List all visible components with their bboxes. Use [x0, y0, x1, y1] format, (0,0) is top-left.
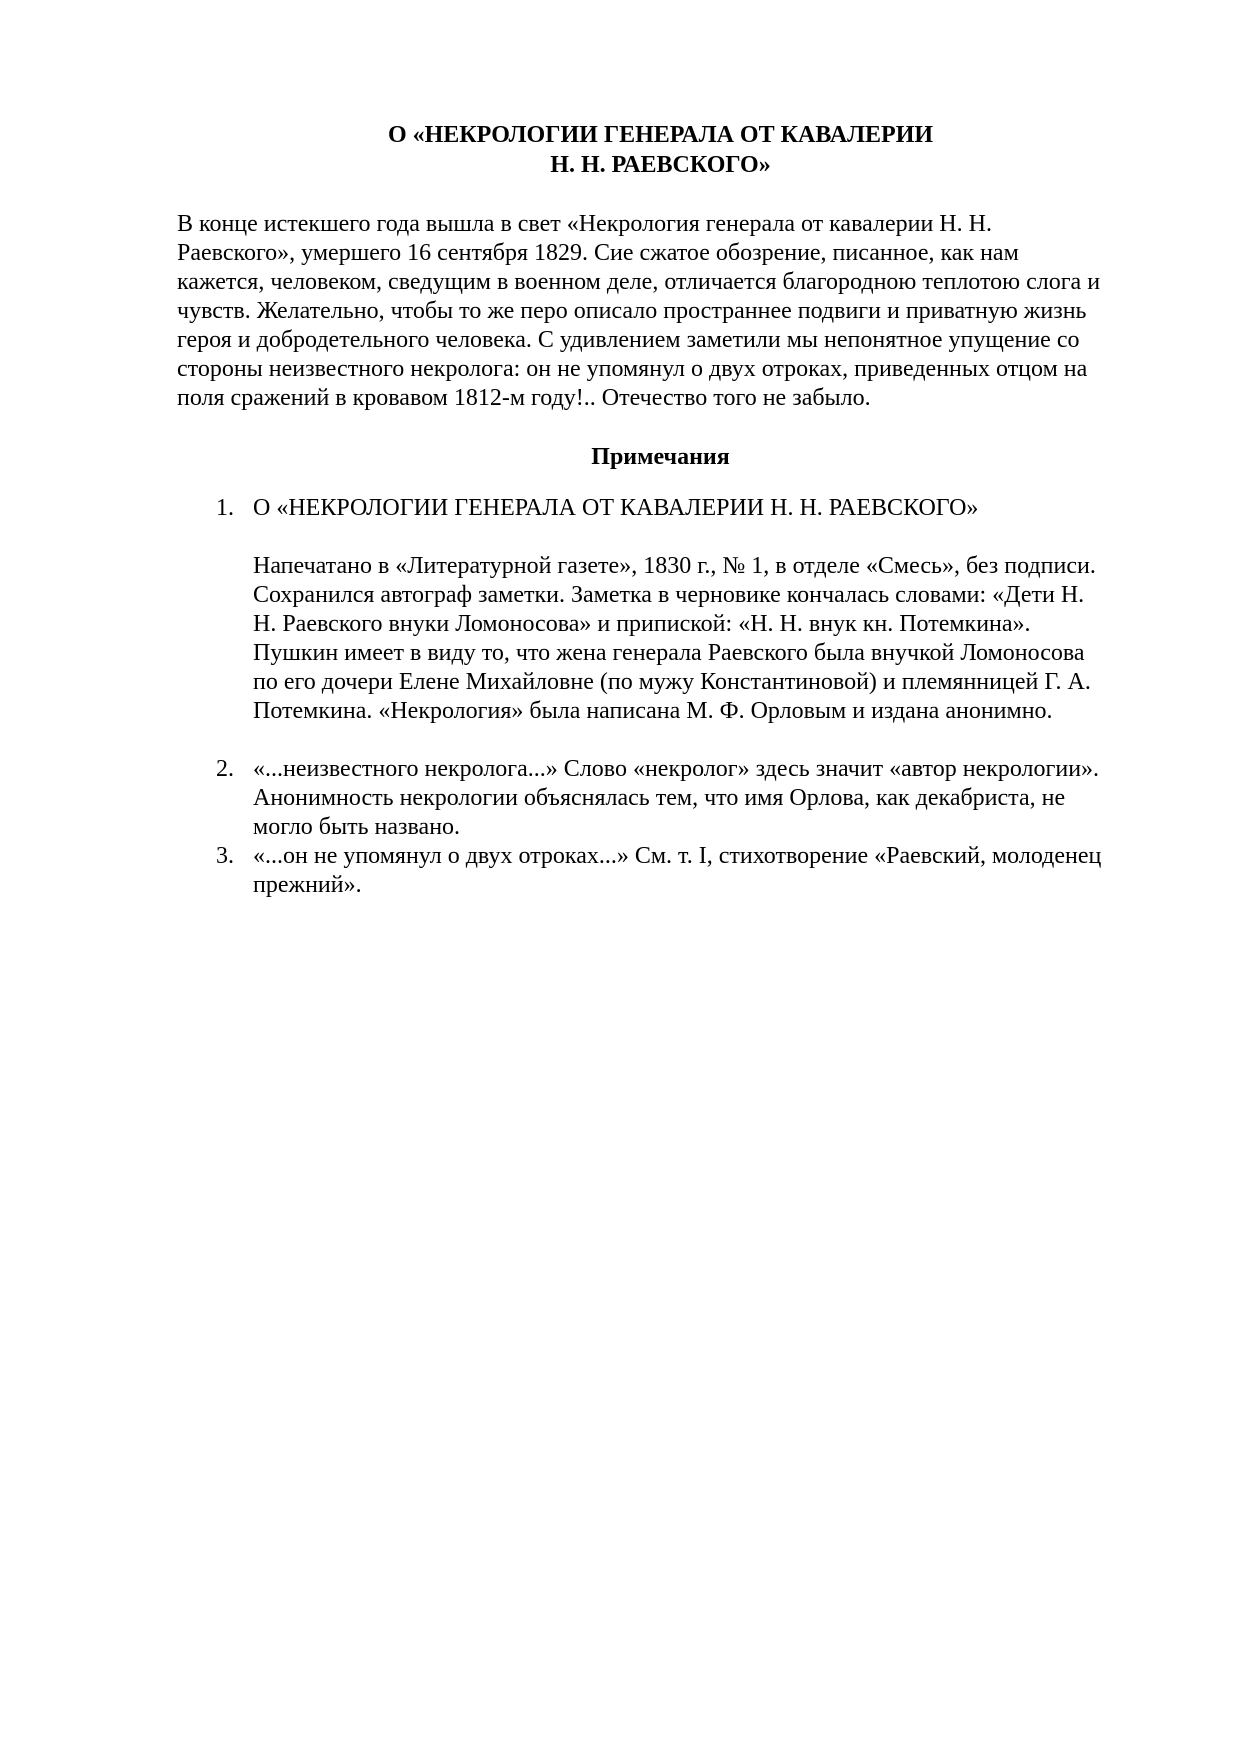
note-number: 3. — [216, 843, 234, 869]
note-spacer — [253, 523, 1173, 552]
body-line: стороны неизвестного некролога: он не упомянул о двух отроках, приведенных отцом на — [177, 356, 1088, 382]
note-number: 2. — [216, 756, 234, 782]
note-content — [253, 755, 1173, 842]
body-line: Раевского», умершего 16 сентября 1829. Сие сжатое обозрение, писанное, как нам — [177, 240, 1019, 266]
note-line: Сохранился автограф заметки. Заметка в черновике кончалась словами: «Дети Н. — [253, 582, 1085, 608]
note-line: по его дочери Елене Михайловне (по мужу Константиновой) и племянницей Г. А. — [253, 669, 1091, 695]
note-content — [253, 494, 1173, 726]
note-line: «...неизвестного некролога...» Слово «некролог» здесь значит «автор некрологии». — [253, 756, 1100, 782]
note-number: 1. — [216, 495, 234, 521]
body-line: В конце истекшего года вышла в свет «Некрология генерала от кавалерии Н. Н. — [177, 211, 992, 237]
note-heading: О «НЕКРОЛОГИИ ГЕНЕРАЛА ОТ КАВАЛЕРИИ Н. Н. РАЕВСКОГО» — [253, 495, 979, 521]
body-line: поля сражений в кровавом 1812-м году!.. Отечество того не забыло. — [177, 385, 871, 411]
note-line: прежний». — [253, 872, 362, 898]
page-title — [177, 120, 1144, 180]
note-line: Потемкина. «Некрология» была написана М. Ф. Орловым и издана анонимно. — [253, 698, 1053, 724]
note-line: могло быть названо. — [253, 814, 461, 840]
note-line: Пушкин имеет в виду то, что жена генерала Раевского была внучкой Ломоносова — [253, 640, 1085, 666]
note-line: Напечатано в «Литературной газете», 1830 г., № 1, в отделе «Смесь», без подписи. — [253, 553, 1096, 579]
title-line: О «НЕКРОЛОГИИ ГЕНЕРАЛА ОТ КАВАЛЕРИИ — [387, 122, 934, 148]
note-line: «...он не упомянул о двух отроках...» См. т. I, стихотворение «Раевский, молоденец — [253, 843, 1102, 869]
body-paragraph — [177, 210, 1167, 413]
title-line: Н. Н. РАЕВСКОГО» — [550, 152, 771, 178]
body-line: чувств. Желательно, чтобы то же перо описало пространнее подвиги и приватную жизнь — [177, 298, 1087, 324]
note-content — [253, 842, 1173, 900]
notes-heading: Примечания — [591, 444, 730, 470]
note-line: Н. Раевского внуки Ломоносова» и припиской: «Н. Н. внук кн. Потемкина». — [253, 611, 1031, 637]
body-line: героя и добродетельного человека. С удивлением заметили мы непонятное упущение со — [177, 327, 1080, 353]
note-line: Анонимность некрологии объяснялась тем, что имя Орлова, как декабриста, не — [253, 785, 1066, 811]
body-line: кажется, человеком, сведущим в военном деле, отличается благородною теплотою слога и — [177, 269, 1101, 295]
